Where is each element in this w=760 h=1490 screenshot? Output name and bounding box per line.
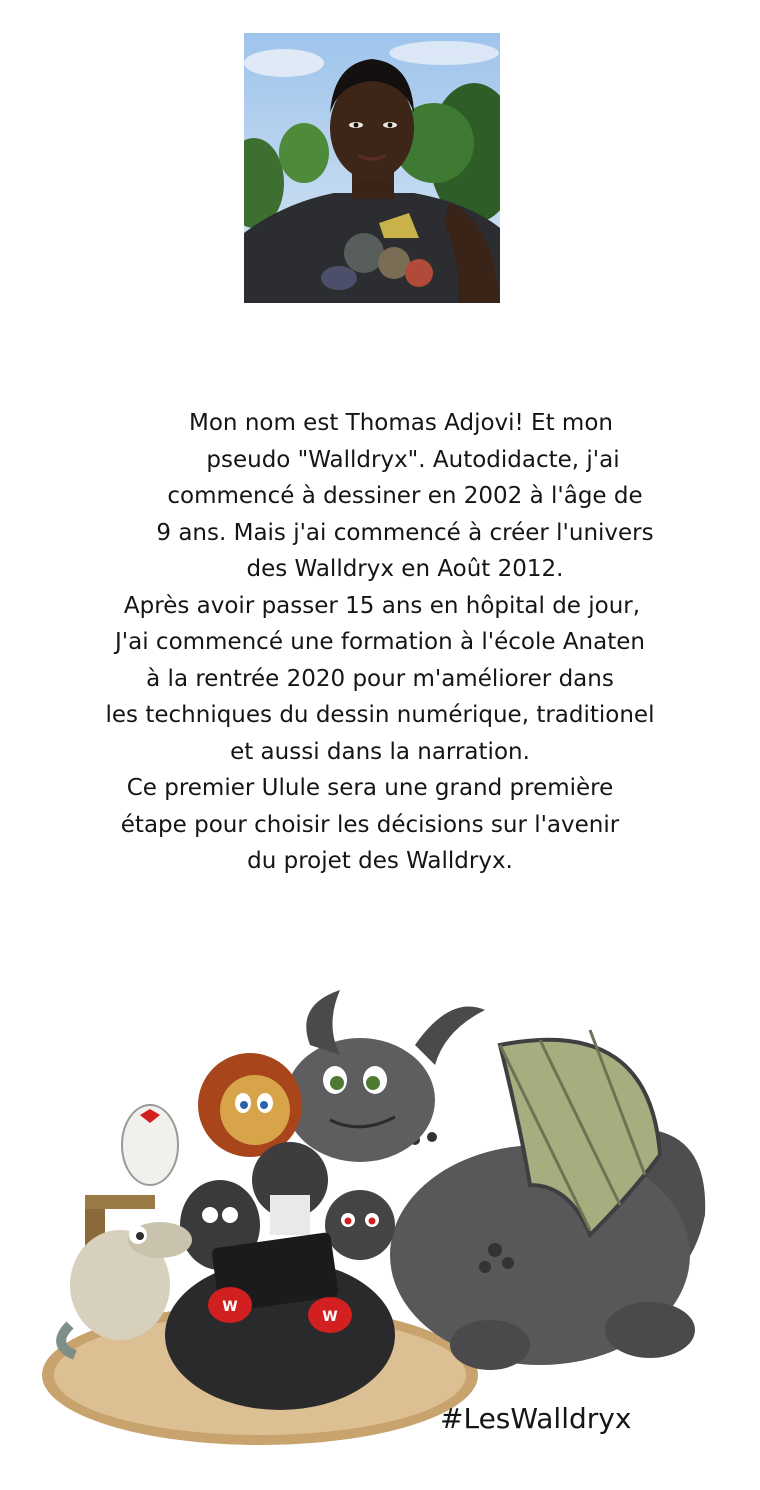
bio-line: pseudo "Walldryx". Autodidacte, j'ai xyxy=(206,446,620,473)
bio-line: Mon nom est Thomas Adjovi! Et mon xyxy=(189,410,613,436)
bio-line: à la rentrée 2020 pour m'améliorer dans xyxy=(146,665,614,692)
profile-photo xyxy=(244,33,500,303)
person-selfie-icon xyxy=(244,33,500,303)
bio-line: des Walldryx en Août 2012. xyxy=(246,556,564,582)
bio-line: et aussi dans la narration. xyxy=(230,738,530,765)
dragon-group-icon xyxy=(30,985,730,1455)
bio-line: commencé à dessiner en 2002 à l'âge de xyxy=(167,483,643,509)
hashtag-label: #LesWalldryx xyxy=(440,1402,632,1435)
bio-line: Ce premier Ulule sera une grand première xyxy=(126,775,614,801)
walldryx-illustration xyxy=(30,985,730,1455)
bio-line: les techniques du dessin numérique, traditionel xyxy=(105,702,655,728)
svg-text:W: W xyxy=(322,1309,338,1325)
bio-line: étape pour choisir les décisions sur l'avenir xyxy=(120,811,620,838)
bio-line: 9 ans. Mais j'ai commencé à créer l'univers xyxy=(156,519,654,546)
bio-text xyxy=(40,405,720,880)
bio-line: Après avoir passer 15 ans en hôpital de jour, xyxy=(123,592,641,619)
bio-line: du projet des Walldryx. xyxy=(247,848,513,874)
bio-line: J'ai commencé une formation à l'école Anaten xyxy=(115,629,645,655)
svg-text:W: W xyxy=(222,1299,238,1315)
